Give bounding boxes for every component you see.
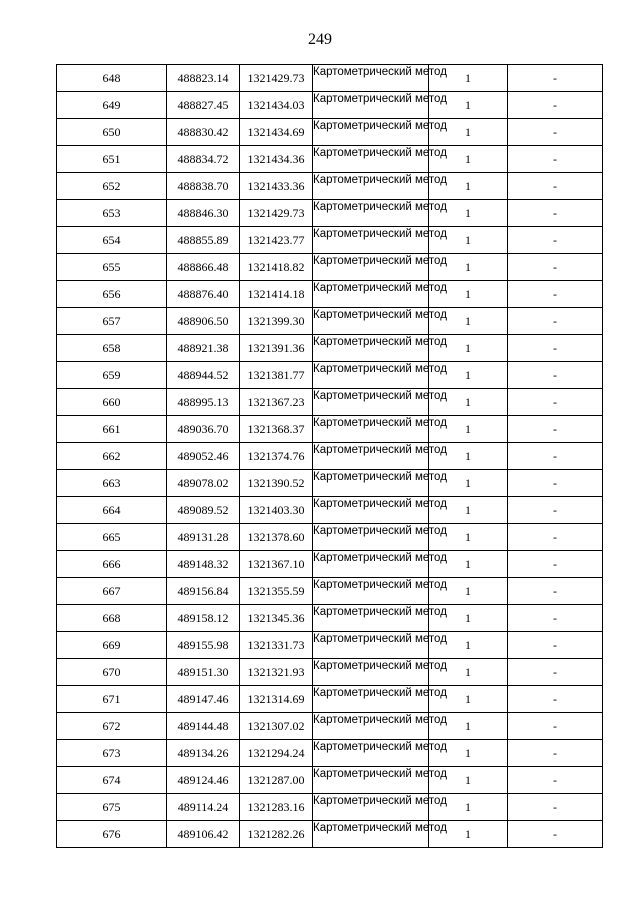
accuracy-cell: 1 — [429, 335, 508, 362]
accuracy-cell: 1 — [429, 524, 508, 551]
note-cell: - — [508, 416, 603, 443]
method-cell — [313, 524, 447, 551]
accuracy-cell: 1 — [429, 254, 508, 281]
method-text: Картометрический метод — [313, 687, 447, 699]
x-coordinate-cell: 489156.84 — [167, 578, 240, 605]
point-number-cell: 662 — [57, 443, 167, 470]
x-coordinate-cell: 488866.48 — [167, 254, 240, 281]
accuracy-cell: 1 — [429, 362, 508, 389]
note-cell: - — [508, 65, 603, 92]
table-row — [57, 686, 603, 713]
x-coordinate-cell: 489155.98 — [167, 632, 240, 659]
method-text: Картометрический метод — [313, 363, 447, 375]
method-cell — [313, 470, 447, 497]
accuracy-cell: 1 — [429, 794, 508, 821]
point-number-cell: 669 — [57, 632, 167, 659]
method-text: Картометрический метод — [313, 714, 447, 726]
method-cell — [313, 281, 447, 308]
method-cell — [313, 551, 447, 578]
method-cell — [313, 227, 447, 254]
method-cell — [313, 767, 447, 794]
x-coordinate-cell: 489144.48 — [167, 713, 240, 740]
note-cell: - — [508, 443, 603, 470]
method-text: Картометрический метод — [313, 282, 447, 294]
table-row — [57, 173, 603, 200]
table-row — [57, 119, 603, 146]
note-cell: - — [508, 146, 603, 173]
table-row — [57, 443, 603, 470]
accuracy-cell: 1 — [429, 119, 508, 146]
x-coordinate-cell: 488995.13 — [167, 389, 240, 416]
x-coordinate-cell: 489134.26 — [167, 740, 240, 767]
x-coordinate-cell: 489124.46 — [167, 767, 240, 794]
method-text: Картометрический метод — [313, 174, 447, 186]
accuracy-cell: 1 — [429, 416, 508, 443]
point-number-cell: 666 — [57, 551, 167, 578]
table-row — [57, 524, 603, 551]
method-text: Картометрический метод — [313, 444, 447, 456]
table-row — [57, 605, 603, 632]
y-coordinate-cell: 1321414.18 — [240, 281, 313, 308]
accuracy-cell: 1 — [429, 686, 508, 713]
x-coordinate-cell: 489147.46 — [167, 686, 240, 713]
method-text: Картометрический метод — [313, 147, 447, 159]
table-row — [57, 713, 603, 740]
table-row — [57, 659, 603, 686]
point-number-cell: 670 — [57, 659, 167, 686]
note-cell: - — [508, 686, 603, 713]
y-coordinate-cell: 1321403.30 — [240, 497, 313, 524]
note-cell: - — [508, 335, 603, 362]
y-coordinate-cell: 1321374.76 — [240, 443, 313, 470]
accuracy-cell: 1 — [429, 146, 508, 173]
y-coordinate-cell: 1321287.00 — [240, 767, 313, 794]
method-text: Картометрический метод — [313, 525, 447, 537]
note-cell: - — [508, 281, 603, 308]
x-coordinate-cell: 488834.72 — [167, 146, 240, 173]
method-text: Картометрический метод — [313, 120, 447, 132]
method-text: Картометрический метод — [313, 498, 447, 510]
y-coordinate-cell: 1321433.36 — [240, 173, 313, 200]
x-coordinate-cell: 489151.30 — [167, 659, 240, 686]
x-coordinate-cell: 488846.30 — [167, 200, 240, 227]
note-cell: - — [508, 254, 603, 281]
y-coordinate-cell: 1321355.59 — [240, 578, 313, 605]
table-row — [57, 362, 603, 389]
coordinates-table — [56, 64, 603, 848]
note-cell: - — [508, 713, 603, 740]
accuracy-cell: 1 — [429, 92, 508, 119]
point-number-cell: 656 — [57, 281, 167, 308]
y-coordinate-cell: 1321434.69 — [240, 119, 313, 146]
method-cell — [313, 794, 447, 821]
accuracy-cell: 1 — [429, 200, 508, 227]
x-coordinate-cell: 488823.14 — [167, 65, 240, 92]
y-coordinate-cell: 1321429.73 — [240, 65, 313, 92]
method-text: Картометрический метод — [313, 93, 447, 105]
point-number-cell: 653 — [57, 200, 167, 227]
y-coordinate-cell: 1321391.36 — [240, 335, 313, 362]
note-cell: - — [508, 470, 603, 497]
y-coordinate-cell: 1321381.77 — [240, 362, 313, 389]
method-cell — [313, 713, 447, 740]
accuracy-cell: 1 — [429, 65, 508, 92]
note-cell: - — [508, 632, 603, 659]
coordinates-table-body — [57, 65, 603, 848]
accuracy-cell: 1 — [429, 632, 508, 659]
accuracy-cell: 1 — [429, 227, 508, 254]
point-number-cell: 658 — [57, 335, 167, 362]
method-text: Картометрический метод — [313, 228, 447, 240]
method-cell — [313, 686, 447, 713]
table-row — [57, 794, 603, 821]
table-row — [57, 254, 603, 281]
y-coordinate-cell: 1321418.82 — [240, 254, 313, 281]
accuracy-cell: 1 — [429, 470, 508, 497]
table-row — [57, 416, 603, 443]
x-coordinate-cell: 489036.70 — [167, 416, 240, 443]
accuracy-cell: 1 — [429, 767, 508, 794]
x-coordinate-cell: 489158.12 — [167, 605, 240, 632]
y-coordinate-cell: 1321434.36 — [240, 146, 313, 173]
x-coordinate-cell: 488876.40 — [167, 281, 240, 308]
point-number-cell: 663 — [57, 470, 167, 497]
y-coordinate-cell: 1321367.23 — [240, 389, 313, 416]
y-coordinate-cell: 1321390.52 — [240, 470, 313, 497]
table-row — [57, 821, 603, 848]
point-number-cell: 674 — [57, 767, 167, 794]
table-row — [57, 146, 603, 173]
method-cell — [313, 605, 447, 632]
table-row — [57, 740, 603, 767]
method-cell — [313, 92, 447, 119]
x-coordinate-cell: 488838.70 — [167, 173, 240, 200]
x-coordinate-cell: 489148.32 — [167, 551, 240, 578]
accuracy-cell: 1 — [429, 578, 508, 605]
note-cell: - — [508, 767, 603, 794]
y-coordinate-cell: 1321368.37 — [240, 416, 313, 443]
point-number-cell: 675 — [57, 794, 167, 821]
method-cell — [313, 119, 447, 146]
note-cell: - — [508, 173, 603, 200]
method-text: Картометрический метод — [313, 633, 447, 645]
point-number-cell: 672 — [57, 713, 167, 740]
y-coordinate-cell: 1321367.10 — [240, 551, 313, 578]
method-text: Картометрический метод — [313, 390, 447, 402]
method-cell — [313, 443, 447, 470]
point-number-cell: 657 — [57, 308, 167, 335]
x-coordinate-cell: 489131.28 — [167, 524, 240, 551]
method-cell — [313, 254, 447, 281]
method-cell — [313, 308, 447, 335]
point-number-cell: 673 — [57, 740, 167, 767]
table-row — [57, 227, 603, 254]
point-number-cell: 651 — [57, 146, 167, 173]
y-coordinate-cell: 1321321.93 — [240, 659, 313, 686]
point-number-cell: 671 — [57, 686, 167, 713]
method-text: Картометрический метод — [313, 579, 447, 591]
point-number-cell: 659 — [57, 362, 167, 389]
y-coordinate-cell: 1321314.69 — [240, 686, 313, 713]
table-row — [57, 389, 603, 416]
table-row — [57, 65, 603, 92]
accuracy-cell: 1 — [429, 713, 508, 740]
note-cell: - — [508, 794, 603, 821]
table-row — [57, 470, 603, 497]
x-coordinate-cell: 489089.52 — [167, 497, 240, 524]
note-cell: - — [508, 578, 603, 605]
point-number-cell: 654 — [57, 227, 167, 254]
note-cell: - — [508, 740, 603, 767]
x-coordinate-cell: 489052.46 — [167, 443, 240, 470]
note-cell: - — [508, 308, 603, 335]
method-cell — [313, 416, 447, 443]
note-cell: - — [508, 821, 603, 848]
point-number-cell: 652 — [57, 173, 167, 200]
accuracy-cell: 1 — [429, 308, 508, 335]
x-coordinate-cell: 488855.89 — [167, 227, 240, 254]
table-row — [57, 578, 603, 605]
accuracy-cell: 1 — [429, 443, 508, 470]
point-number-cell: 650 — [57, 119, 167, 146]
note-cell: - — [508, 362, 603, 389]
method-text: Картометрический метод — [313, 795, 447, 807]
note-cell: - — [508, 389, 603, 416]
note-cell: - — [508, 119, 603, 146]
point-number-cell: 660 — [57, 389, 167, 416]
note-cell: - — [508, 605, 603, 632]
point-number-cell: 655 — [57, 254, 167, 281]
accuracy-cell: 1 — [429, 281, 508, 308]
y-coordinate-cell: 1321331.73 — [240, 632, 313, 659]
note-cell: - — [508, 92, 603, 119]
method-cell — [313, 740, 447, 767]
table-row — [57, 281, 603, 308]
y-coordinate-cell: 1321429.73 — [240, 200, 313, 227]
method-text: Картометрический метод — [313, 201, 447, 213]
method-text: Картометрический метод — [313, 606, 447, 618]
method-text: Картометрический метод — [313, 66, 447, 78]
method-cell — [313, 632, 447, 659]
note-cell: - — [508, 659, 603, 686]
point-number-cell: 668 — [57, 605, 167, 632]
y-coordinate-cell: 1321307.02 — [240, 713, 313, 740]
y-coordinate-cell: 1321378.60 — [240, 524, 313, 551]
y-coordinate-cell: 1321283.16 — [240, 794, 313, 821]
accuracy-cell: 1 — [429, 740, 508, 767]
accuracy-cell: 1 — [429, 821, 508, 848]
method-text: Картометрический метод — [313, 822, 447, 834]
x-coordinate-cell: 488944.52 — [167, 362, 240, 389]
method-text: Картометрический метод — [313, 255, 447, 267]
point-number-cell: 665 — [57, 524, 167, 551]
x-coordinate-cell: 488830.42 — [167, 119, 240, 146]
note-cell: - — [508, 200, 603, 227]
point-number-cell: 667 — [57, 578, 167, 605]
point-number-cell: 664 — [57, 497, 167, 524]
method-cell — [313, 389, 447, 416]
method-text: Картометрический метод — [313, 768, 447, 780]
x-coordinate-cell: 488827.45 — [167, 92, 240, 119]
method-cell — [313, 362, 447, 389]
method-text: Картометрический метод — [313, 552, 447, 564]
table-row — [57, 308, 603, 335]
table-row — [57, 632, 603, 659]
x-coordinate-cell: 488921.38 — [167, 335, 240, 362]
accuracy-cell: 1 — [429, 551, 508, 578]
method-cell — [313, 200, 447, 227]
accuracy-cell: 1 — [429, 389, 508, 416]
method-cell — [313, 65, 447, 92]
y-coordinate-cell: 1321399.30 — [240, 308, 313, 335]
page-number: 249 — [308, 31, 332, 48]
note-cell: - — [508, 497, 603, 524]
point-number-cell: 661 — [57, 416, 167, 443]
x-coordinate-cell: 489078.02 — [167, 470, 240, 497]
x-coordinate-cell: 489106.42 — [167, 821, 240, 848]
y-coordinate-cell: 1321282.26 — [240, 821, 313, 848]
accuracy-cell: 1 — [429, 605, 508, 632]
method-text: Картометрический метод — [313, 336, 447, 348]
y-coordinate-cell: 1321423.77 — [240, 227, 313, 254]
x-coordinate-cell: 488906.50 — [167, 308, 240, 335]
note-cell: - — [508, 551, 603, 578]
accuracy-cell: 1 — [429, 497, 508, 524]
table-row — [57, 92, 603, 119]
note-cell: - — [508, 227, 603, 254]
table-row — [57, 551, 603, 578]
method-text: Картометрический метод — [313, 417, 447, 429]
method-text: Картометрический метод — [313, 741, 447, 753]
method-cell — [313, 497, 447, 524]
x-coordinate-cell: 489114.24 — [167, 794, 240, 821]
note-cell: - — [508, 524, 603, 551]
table-row — [57, 497, 603, 524]
method-cell — [313, 146, 447, 173]
accuracy-cell: 1 — [429, 173, 508, 200]
method-cell — [313, 578, 447, 605]
method-cell — [313, 659, 447, 686]
accuracy-cell: 1 — [429, 659, 508, 686]
method-cell — [313, 821, 447, 848]
y-coordinate-cell: 1321294.24 — [240, 740, 313, 767]
table-row — [57, 335, 603, 362]
method-text: Картометрический метод — [313, 660, 447, 672]
point-number-cell: 648 — [57, 65, 167, 92]
method-cell — [313, 335, 447, 362]
y-coordinate-cell: 1321434.03 — [240, 92, 313, 119]
table-row — [57, 767, 603, 794]
point-number-cell: 676 — [57, 821, 167, 848]
y-coordinate-cell: 1321345.36 — [240, 605, 313, 632]
method-cell — [313, 173, 447, 200]
method-text: Картометрический метод — [313, 471, 447, 483]
table-row — [57, 200, 603, 227]
point-number-cell: 649 — [57, 92, 167, 119]
method-text: Картометрический метод — [313, 309, 447, 321]
